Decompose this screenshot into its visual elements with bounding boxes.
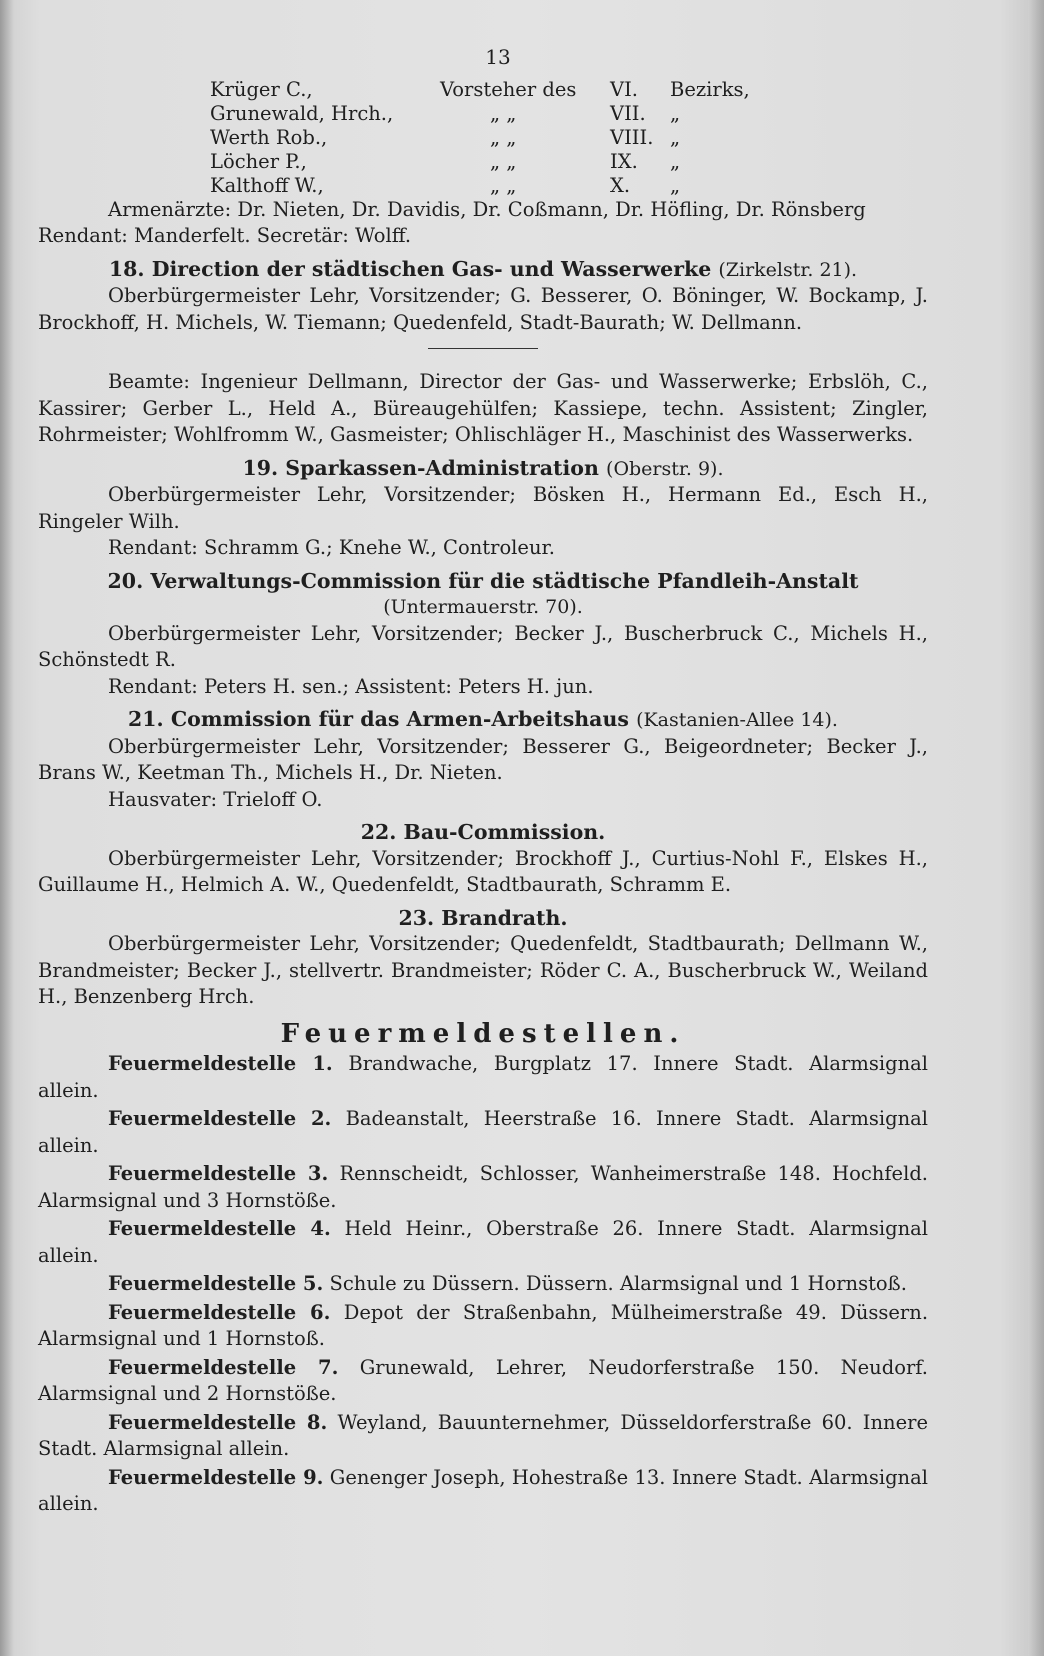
section-title: Sparkassen-Administration (285, 455, 599, 480)
section-18 (38, 256, 928, 449)
section-address: (Untermauerstr. 70). (383, 596, 583, 618)
vorsteher-name: Grunewald, Hrch., (210, 101, 394, 125)
page-content (38, 44, 928, 1520)
vorsteher-row (210, 149, 928, 173)
vorsteher-role: „ „ (490, 173, 517, 197)
section-21 (38, 706, 928, 813)
rendant-secretary-line: Rendant: Manderfelt. Secretär: Wolff. (38, 224, 412, 247)
vorsteher-list (210, 77, 928, 197)
vorsteher-role: Vorsteher des (440, 77, 577, 101)
section-members: Oberbürgermeister Lehr, Vorsitzender; G. Besserer, O. Böninger, W. Bockamp, J. Brockhoff, H. Michels, W. Tiemann; Quedenfeld, Stadt-Baurath; W. Dellmann. (38, 284, 928, 334)
armenaerzte-line: Armenärzte: Dr. Nieten, Dr. Davidis, Dr. Coßmann, Dr. Höfling, Dr. Rönsberg (108, 197, 866, 221)
vorsteher-district: X. (610, 173, 631, 197)
vorsteher-district: VIII. (610, 125, 654, 149)
vorsteher-bezirk: Bezirks, (670, 77, 750, 101)
feuermeldestelle-label: Feuermeldestelle 3. (108, 1162, 329, 1185)
vorsteher-name: Löcher P., (210, 149, 307, 173)
vorsteher-district: VI. (610, 77, 638, 101)
vorsteher-name: Kalthoff W., (210, 173, 324, 197)
feuermeldestelle-entry (38, 1355, 928, 1408)
vorsteher-row (210, 125, 928, 149)
feuermeldestelle-text: Badeanstalt, Heerstraße 16. Innere Stadt. Alarmsignal allein. (38, 1107, 928, 1157)
vorsteher-bezirk: „ (670, 125, 681, 149)
feuermeldestelle-label: Feuermeldestelle 4. (108, 1217, 331, 1240)
feuermeldestelle-text: Brandwache, Burgplatz 17. Innere Stadt. Alarmsignal allein. (38, 1052, 928, 1102)
feuermeldestelle-label: Feuermeldestelle 2. (108, 1107, 332, 1130)
vorsteher-bezirk: „ (670, 149, 681, 173)
section-22 (38, 819, 928, 899)
feuermeldestelle-text: Weyland, Bauunternehmer, Düsseldorferstraße 60. Innere Stadt. Alarmsignal allein. (38, 1410, 928, 1460)
vorsteher-role: „ „ (490, 125, 517, 149)
section-heading (38, 905, 928, 932)
section-number: 18. (108, 256, 145, 281)
vorsteher-name: Krüger C., (210, 77, 313, 101)
section-heading (38, 256, 928, 284)
section-members: Oberbürgermeister Lehr, Vorsitzender; Brockhoff J., Curtius-Nohl F., Elskes H., Guillaume H., Helmich A. W., Quedenfeldt, Stadtbaurath, Schramm E. (38, 846, 928, 896)
section-heading (38, 455, 928, 483)
vorsteher-role: „ „ (490, 101, 517, 125)
vorsteher-row (210, 77, 928, 101)
vorsteher-bezirk: „ (670, 101, 681, 125)
section-title: Verwaltungs-Commission für die städtische Pfandleih-Anstalt (150, 568, 859, 593)
section-title: Commission für das Armen-Arbeitshaus (170, 707, 629, 731)
feuermeldestelle-entry (38, 1465, 928, 1518)
section-officials: Beamte: Ingenieur Dellmann, Director der Gas- und Wasserwerke; Erbslöh, C., Kassirer; Gerber L., Held A., Büreaugehülfen; Kassiepe, techn. Assistent; Zingler, Rohrmeister; Wohlfromm W., Gasmeister; Ohlischläger H., Maschinist des Wasserwerks. (38, 370, 928, 446)
section-members: Oberbürgermeister Lehr, Vorsitzender; Besserer G., Beigeordneter; Becker J., Brans W., Keetman Th., Michels H., Dr. Nieten. (38, 734, 928, 784)
feuermeldestellen-title: Feuermeldestellen. (280, 1018, 686, 1049)
section-address: (Kastanien-Allee 14). (636, 709, 838, 731)
section-19 (38, 455, 928, 562)
section-hausvater: Hausvater: Trieloff O. (108, 787, 323, 811)
feuermeldestelle-entry (38, 1106, 928, 1159)
feuermeldestelle-text: Rennscheidt, Schlosser, Wanheimerstraße 148. Hochfeld. Alarmsignal und 3 Hornstöße. (38, 1162, 928, 1212)
section-20 (38, 568, 928, 701)
feuermeldestelle-entry (38, 1271, 928, 1298)
section-members: Oberbürgermeister Lehr, Vorsitzender; Becker J., Buscherbruck C., Michels H., Schönstedt R. (38, 621, 928, 671)
vorsteher-bezirk: „ (670, 173, 681, 197)
section-title: Bau-Commission. (403, 820, 606, 844)
divider-rule (428, 348, 538, 349)
feuermeldestelle-entry (38, 1051, 928, 1104)
vorsteher-row (210, 173, 928, 197)
section-number: 23. (398, 905, 435, 930)
feuermeldestelle-label: Feuermeldestelle 5. (108, 1272, 324, 1295)
feuermeldestelle-entry (38, 1300, 928, 1353)
feuermeldestelle-entry (38, 1161, 928, 1214)
section-heading (38, 568, 928, 595)
page-edge-shadow (1028, 0, 1044, 1656)
feuermeldestelle-label: Feuermeldestelle 9. (108, 1465, 324, 1489)
vorsteher-name: Werth Rob., (210, 125, 328, 149)
section-number: 20. (107, 568, 144, 593)
section-title: Brandrath. (441, 905, 568, 930)
section-number: 22. (360, 820, 397, 844)
feuermeldestelle-text: Genenger Joseph, Hohestraße 13. Innere Stadt. Alarmsignal allein. (38, 1465, 928, 1515)
section-number: 19. (242, 455, 279, 480)
feuermeldestelle-text: Schule zu Düssern. Düssern. Alarmsignal und 1 Hornstoß. (329, 1272, 907, 1295)
feuermeldestelle-label: Feuermeldestelle 1. (108, 1052, 333, 1075)
page-number: 13 (485, 45, 511, 69)
feuermeldestelle-text: Grunewald, Lehrer, Neudorferstraße 150. Neudorf. Alarmsignal und 2 Hornstöße. (38, 1355, 929, 1405)
feuermeldestelle-entry (38, 1216, 928, 1269)
section-rendant: Rendant: Schramm G.; Knehe W., Controleur. (108, 536, 555, 559)
feuermeldestelle-label: Feuermeldestelle 8. (108, 1410, 328, 1434)
section-members: Oberbürgermeister Lehr, Vorsitzender; Bösken H., Hermann Ed., Esch H., Ringeler Wilh. (38, 483, 928, 533)
vorsteher-district: VII. (610, 101, 646, 125)
section-address: (Zirkelstr. 21). (718, 258, 858, 281)
section-address: (Oberstr. 9). (606, 457, 724, 480)
section-number: 21. (128, 707, 164, 731)
section-members: Oberbürgermeister Lehr, Vorsitzender; Quedenfeldt, Stadtbaurath; Dellmann W., Brandmeister; Becker J., stellvertr. Brandmeister; Röder C. A., Buscherbruck W., Weiland H., Benzenberg Hrch. (38, 932, 928, 1008)
section-heading (38, 706, 928, 734)
feuermeldestelle-label: Feuermeldestelle 7. (108, 1355, 339, 1379)
section-heading (38, 819, 928, 846)
feuermeldestelle-text: Depot der Straßenbahn, Mülheimerstraße 49. Düssern. Alarmsignal und 1 Hornstoß. (38, 1300, 929, 1350)
vorsteher-district: IX. (610, 149, 638, 173)
feuermeldestelle-text: Held Heinr., Oberstraße 26. Innere Stadt. Alarmsignal allein. (38, 1217, 928, 1267)
section-rendant: Rendant: Peters H. sen.; Assistent: Peters H. jun. (108, 674, 594, 698)
page-fold-shadow (0, 0, 14, 1656)
feuermeldestelle-entry (38, 1410, 928, 1463)
feuermeldestelle-label: Feuermeldestelle 6. (108, 1300, 331, 1324)
section-title: Direction der städtischen Gas- und Wasserwerke (151, 256, 712, 281)
vorsteher-role: „ „ (490, 149, 517, 173)
section-23 (38, 905, 928, 1011)
vorsteher-row (210, 101, 928, 125)
